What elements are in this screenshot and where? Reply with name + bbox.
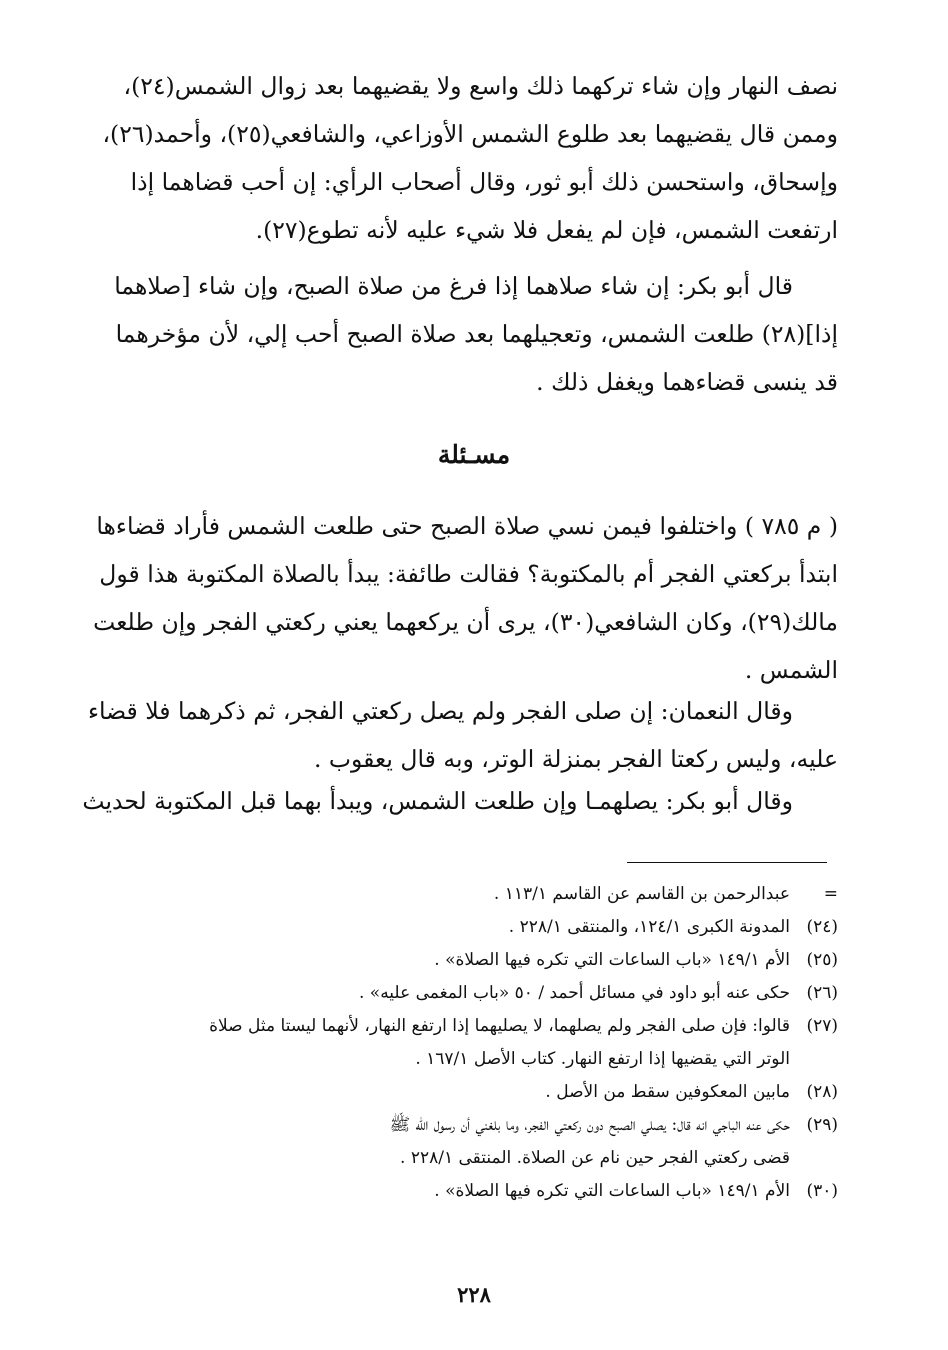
footnote-continuation: الوتر التي يقضيها إذا ارتفع النهار. كتاب الأصل ١٦٧/١ . (415, 1049, 790, 1069)
footnote-number: (٢٨) (806, 1082, 838, 1102)
footnote-separator (627, 862, 827, 863)
footnote-continuation: قضى ركعتي الفجر حين نام عن الصلاة. المنتقى ٢٢٨/١ . (400, 1148, 790, 1168)
footnote (132, 878, 838, 911)
footnote (132, 1010, 838, 1043)
footnote (132, 944, 838, 977)
text-line: مالك(٢٩)، وكان الشافعي(٣٠)، يرى أن يركعهما يعني ركعتي الفجر وإن طلعت (93, 608, 838, 636)
text-line: إذا](٢٨) طلعت الشمس، وتعجيلهما بعد صلاة الصبح أحب إلي، لأن مؤخرهما (115, 320, 838, 348)
footnote (132, 977, 838, 1010)
paragraph-5 (82, 777, 838, 825)
footnote-text: مابين المعكوفين سقط من الأصل . (545, 1082, 790, 1102)
footnote-number: = (823, 884, 838, 904)
text-line: الشمس . (744, 656, 838, 684)
text-line: ارتفعت الشمس، فإن لم يفعل فلا شيء عليه لأنه تطوع(٢٧). (255, 216, 838, 244)
footnote-text: حكى عنه الباجي انه قال: يصلي الصبح دون ركعتي الفجر، وما بلغني أن رسول الله ﷺ (389, 1115, 790, 1135)
text-line: ( م ٧٨٥ ) واختلفوا فيمن نسي صلاة الصبح حتى طلعت الشمس فأراد قضاءها (96, 512, 838, 540)
footnotes (132, 878, 838, 1208)
footnote-number: (٢٩) (806, 1115, 838, 1135)
footnote (132, 1076, 838, 1109)
footnote-text: الأم ١٤٩/١ «باب الساعات التي تكره فيها الصلاة» . (434, 950, 790, 970)
paragraph-3 (93, 502, 838, 694)
footnote-text: عبدالرحمن بن القاسم عن القاسم ١١٣/١ . (493, 884, 790, 904)
text-line: وقال النعمان: إن صلى الفجر ولم يصل ركعتي الفجر، ثم ذكرهما فلا قضاء (87, 697, 793, 725)
text-line: وإسحاق، واستحسن ذلك أبو ثور، وقال أصحاب الرأي: إن أحب قضاهما إذا (130, 168, 838, 196)
footnote (132, 911, 838, 944)
footnote-text: قالوا: فإن صلى الفجر ولم يصلهما، لا يصليهما إذا ارتفع النهار، لأنهما ليستا مثل صلاة (209, 1016, 790, 1036)
footnote-number: (٢٧) (806, 1016, 838, 1036)
footnote-text: الأم ١٤٩/١ «باب الساعات التي تكره فيها الصلاة» . (434, 1181, 790, 1201)
footnote-number: (٢٤) (806, 917, 838, 937)
paragraph-2 (114, 262, 838, 406)
footnote-text: حكى عنه أبو داود في مسائل أحمد / ٥٠ «باب المغمى عليه» . (358, 983, 790, 1003)
footnote-number: (٣٠) (806, 1181, 838, 1201)
text-line: قال أبو بكر: إن شاء صلاهما إذا فرغ من صلاة الصبح، وإن شاء [صلاهما (114, 272, 793, 300)
text-line: ابتدأ بركعتي الفجر أم بالمكتوبة؟ فقالت طائفة: يبدأ بالصلاة المكتوبة هذا قول (99, 560, 838, 588)
footnote-text: المدونة الكبرى ١٢٤/١، والمنتقى ٢٢٨/١ . (508, 917, 790, 937)
footnote-number: (٢٥) (806, 950, 838, 970)
page-number: ٢٢٨ (457, 1282, 491, 1307)
text-line: وممن قال يقضيهما بعد طلوع الشمس الأوزاعي، والشافعي(٢٥)، وأحمد(٢٦)، (102, 120, 838, 148)
footnote-number: (٢٦) (806, 983, 838, 1003)
text-line: وقال أبو بكر: يصلهمـا وإن طلعت الشمس، ويبدأ بهما قبل المكتوبة لحديث (82, 787, 793, 815)
paragraph-1 (102, 62, 838, 254)
text-line: قد ينسى قضاءهما ويغفل ذلك . (536, 368, 838, 396)
text-line: نصف النهار وإن شاء تركهما ذلك واسع ولا يقضيهما بعد زوال الشمس(٢٤)، (123, 72, 838, 100)
footnote (132, 1175, 838, 1208)
footnote (132, 1109, 838, 1142)
section-heading: مسـئلة (437, 440, 511, 469)
text-line: عليه، وليس ركعتا الفجر بمنزلة الوتر، وبه قال يعقوب . (313, 745, 838, 773)
paragraph-4 (87, 687, 838, 783)
